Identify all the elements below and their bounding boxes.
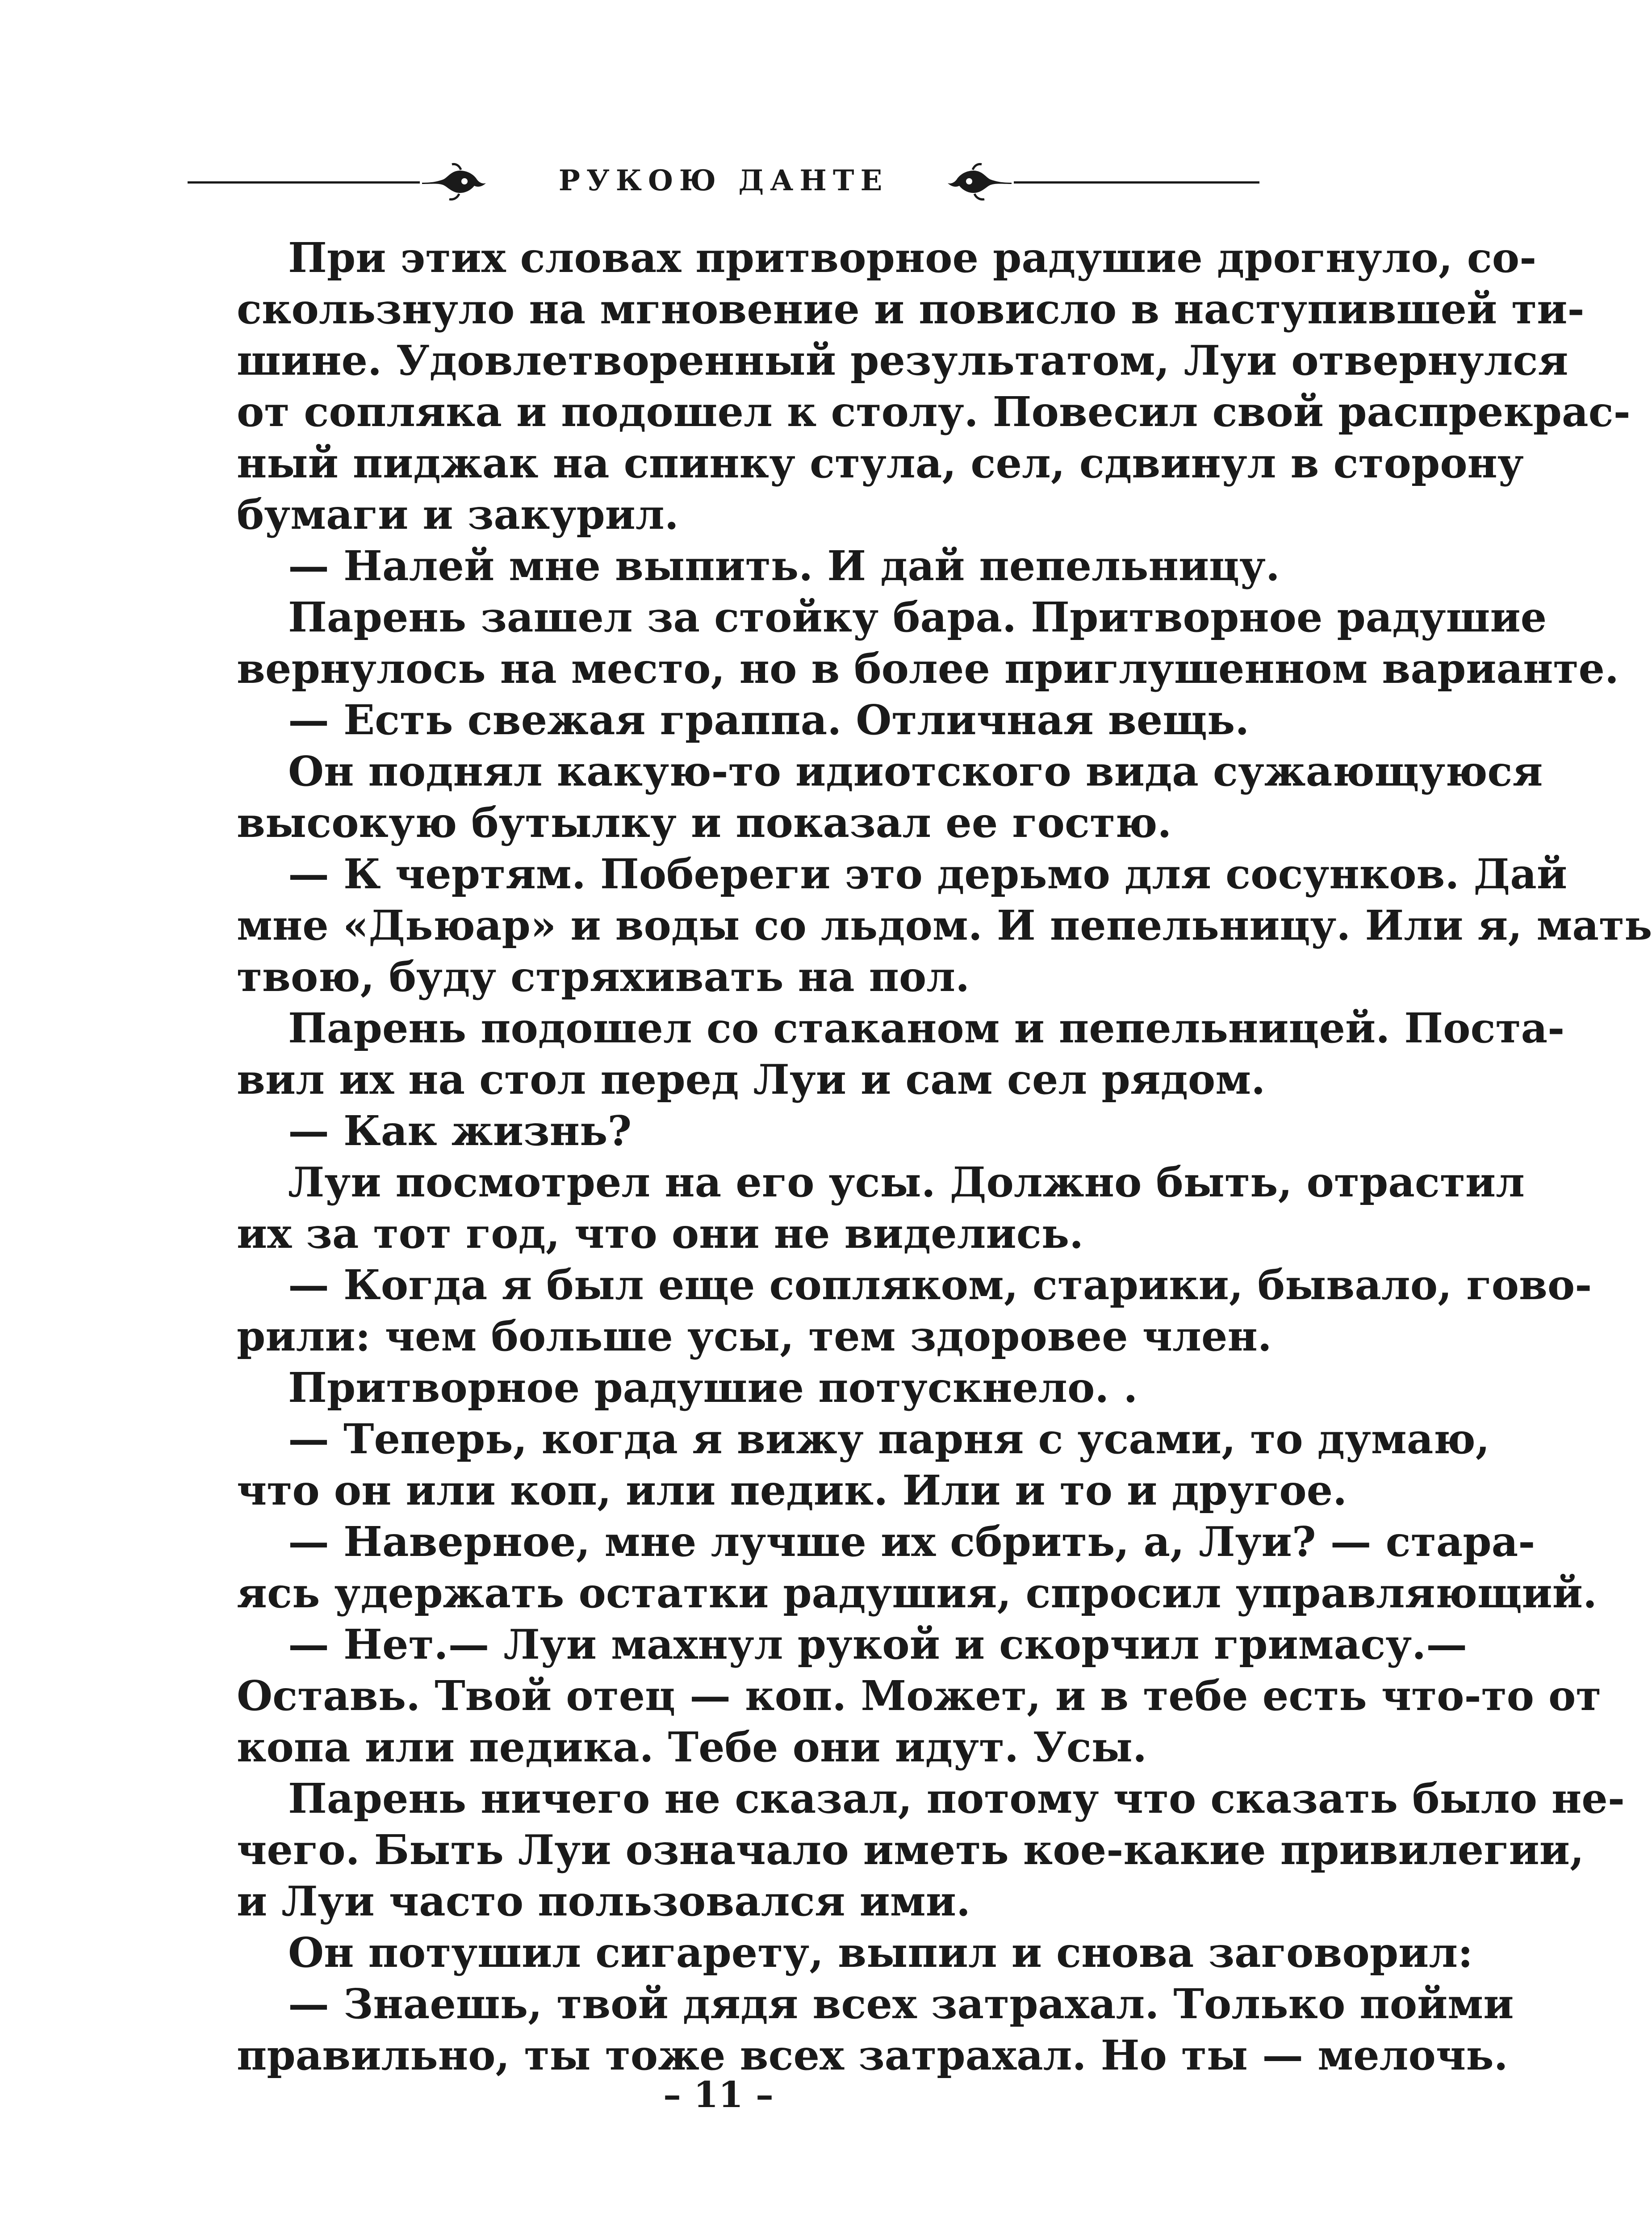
paragraph	[185, 1978, 1514, 2081]
text-line: — Есть свежая граппа. Отличная вещь.	[288, 696, 1250, 744]
text-line: от сопляка и подошел к столу. Повесил свой распрекрас-	[237, 388, 1631, 436]
text-line: Он потушил сигарету, выпил и снова заговорил:	[288, 1928, 1473, 1977]
paragraph	[185, 1259, 1592, 1362]
text-line: ясь удержать остатки радушия, спросил управляющий.	[237, 1569, 1598, 1617]
paragraph	[185, 1105, 1259, 1157]
paragraph	[185, 232, 1631, 540]
running-head: РУКОЮ ДАНТЕ	[558, 164, 889, 197]
text-line: шине. Удовлетворенный результатом, Луи отвернулся	[237, 336, 1568, 385]
text-line: — Наверное, мне лучше их сбрить, а, Луи? — стара-	[288, 1518, 1535, 1566]
paragraph	[185, 1773, 1625, 1927]
text-line: бумаги и закурил.	[237, 490, 679, 539]
text-line: Оставь. Твой отец — коп. Может, и в тебе есть что-то от	[237, 1672, 1602, 1720]
text-line: — Налей мне выпить. И дай пепельницу.	[288, 542, 1280, 590]
text-line: правильно, ты тоже всех затрахал. Но ты — мелочь.	[237, 2031, 1508, 2079]
text-line: При этих словах притворное радушие дрогнуло, со-	[288, 234, 1537, 282]
text-line: — Знаешь, твой дядя всех затрахал. Только пойми	[288, 1980, 1514, 2028]
paragraph	[185, 746, 1543, 849]
text-line: Парень зашел за стойку бара. Притворное радушие	[288, 593, 1547, 641]
paragraph	[185, 1516, 1598, 1619]
text-line: высокую бутылку и показал ее гостю.	[237, 799, 1172, 847]
text-line: — К чертям. Побереги это дерьмо для сосунков. Дай	[288, 850, 1568, 898]
text-line: Парень подошел со стаканом и пепельницей. Поста-	[288, 1004, 1565, 1052]
text-line: твою, буду стряхивать на пол.	[237, 953, 970, 1001]
text-line: чего. Быть Луи означало иметь кое-какие привилегии,	[237, 1826, 1585, 1874]
body-text	[185, 232, 1652, 2081]
paragraph	[185, 1927, 1473, 1978]
text-line: — Когда я был еще сопляком, старики, бывало, гово-	[288, 1261, 1592, 1309]
paragraph	[185, 849, 1652, 1003]
text-line: — Как жизнь?	[288, 1107, 632, 1155]
text-line: вернулось на место, но в более приглушенном варианте.	[237, 644, 1619, 693]
text-line: вил их на стол перед Луи и сам сел рядом.	[237, 1055, 1266, 1104]
text-line: рили: чем больше усы, тем здоровее член.	[237, 1312, 1272, 1360]
paragraph	[185, 1362, 1259, 1413]
page-number: – 11 –	[663, 2074, 774, 2116]
text-line: Луи посмотрел на его усы. Должно быть, отрастил	[288, 1158, 1525, 1206]
paragraph	[185, 1619, 1602, 1773]
paragraph	[185, 1157, 1525, 1259]
fleuron-right-icon	[947, 162, 1014, 202]
page-header	[188, 152, 1259, 210]
text-line: что он или коп, или педик. Или и то и другое.	[237, 1466, 1347, 1514]
text-line: мне «Дьюар» и воды со льдом. И пепельницу. Или я, мать	[237, 901, 1652, 949]
paragraph	[185, 1413, 1490, 1516]
paragraph	[185, 592, 1619, 694]
text-line: — Нет.— Луи махнул рукой и скорчил гримасу.—	[288, 1620, 1468, 1668]
text-line: ный пиджак на спинку стула, сел, сдвинул в сторону	[237, 439, 1524, 487]
text-line: — Теперь, когда я вижу парня с усами, то думаю,	[288, 1415, 1490, 1463]
text-line: скользнуло на мгновение и повисло в наступившей ти-	[237, 285, 1585, 333]
header-rule-right	[1014, 181, 1259, 184]
text-line: копа или педика. Тебе они идут. Усы.	[237, 1723, 1147, 1771]
text-line: Парень ничего не сказал, потому что сказать было не-	[288, 1774, 1625, 1823]
paragraph	[185, 694, 1259, 746]
text-line: Он поднял какую-то идиотского вида сужающуюся	[288, 747, 1543, 795]
text-line: их за тот год, что они не виделись.	[237, 1209, 1084, 1258]
text-line: и Луи часто пользовался ими.	[237, 1877, 971, 1925]
text-line: Притворное радушие потускнело. .	[288, 1363, 1138, 1412]
paragraph	[185, 1003, 1565, 1105]
paragraph	[185, 540, 1280, 592]
